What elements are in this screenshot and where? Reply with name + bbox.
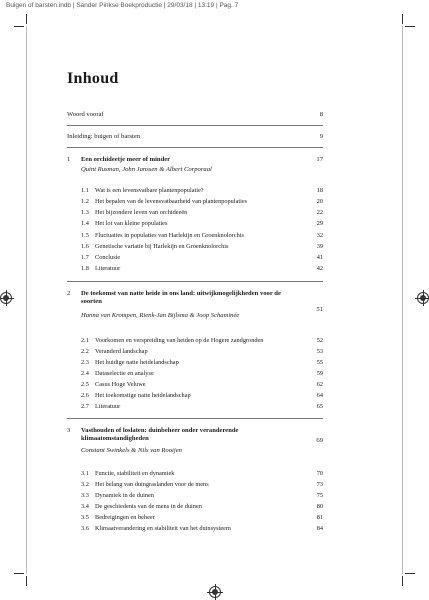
- section-title: Klimaatverandering en stabiliteit van het duinsysteem: [95, 525, 231, 532]
- section-page: 20: [316, 198, 323, 205]
- section-page: 62: [316, 381, 323, 388]
- section-page: 52: [316, 337, 323, 344]
- section-number: 2.4: [81, 370, 89, 377]
- section-title: Het huidige natte heidelandschap: [95, 359, 179, 366]
- crop-mark-top-left: [26, 14, 27, 24]
- chapter-title: Een orchideetje meer of minder: [81, 156, 171, 163]
- divider: [67, 418, 323, 419]
- crop-mark-bottom-left: [26, 576, 27, 586]
- divider: [67, 281, 323, 282]
- section-page: 42: [316, 265, 323, 272]
- section-number: 3.1: [81, 470, 89, 477]
- section-page: 39: [316, 243, 323, 250]
- section-number: 2.7: [81, 403, 89, 410]
- registration-mark-left: [0, 292, 12, 304]
- section-title: Veranderd landschap: [95, 348, 148, 355]
- section-number: 3.2: [81, 481, 89, 488]
- section-page: 59: [316, 370, 323, 377]
- divider: [67, 147, 323, 148]
- section-title: Dynamiek in de duinen: [95, 492, 154, 499]
- section-number: 3.5: [81, 514, 89, 521]
- section-title: Fluctuaties in populaties van Harlekijn en Groenknolorchis: [95, 232, 244, 239]
- section-title: De geschiedenis van de mens in de duinen: [95, 503, 202, 510]
- chapter-authors: Quint Rusman, John Janssen & Albert Corporaal: [81, 166, 212, 173]
- toc-entry-page: 9: [319, 133, 323, 140]
- page-title: Inhoud: [67, 70, 119, 87]
- section-title: Het belang van duingraslanden voor de mens: [95, 481, 209, 488]
- section-title: Casus Hoge Veluwe: [95, 381, 146, 388]
- section-number: 2.2: [81, 348, 89, 355]
- section-page: 64: [316, 392, 323, 399]
- section-page: 73: [316, 481, 323, 488]
- section-number: 1.3: [81, 209, 89, 216]
- crop-mark-bottom-left-h: [14, 573, 24, 574]
- chapter-number: 1: [67, 156, 71, 163]
- section-page: 55: [316, 359, 323, 366]
- section-number: 2.6: [81, 392, 89, 399]
- divider: [67, 125, 323, 126]
- section-title: Functie, stabiliteit en dynamiek: [95, 470, 175, 477]
- section-number: 1.1: [81, 187, 89, 194]
- section-title: Dataselectie en analyse: [95, 370, 154, 377]
- section-page: 29: [316, 220, 323, 227]
- section-number: 1.2: [81, 198, 89, 205]
- section-page: 18: [316, 187, 323, 194]
- section-page: 53: [316, 348, 323, 355]
- section-number: 1.5: [81, 232, 89, 239]
- section-title: Literatuur: [95, 265, 121, 272]
- section-title: Het bepalen van de levensvatbaarheid van plantenpopulaties: [95, 198, 248, 205]
- toc-entry-label: Woord vooraf: [67, 111, 104, 118]
- section-number: 2.3: [81, 359, 89, 366]
- printer-slug: Buigen of barsten.indb | Sander Pinkse Boekproductie | 29/03/18 | 13:19 | Pag. 7: [6, 2, 239, 9]
- section-title: Voorkomen en verspreiding van heiden op de Hogere zandgronden: [95, 337, 264, 344]
- section-number: 3.3: [81, 492, 89, 499]
- section-number: 2.5: [81, 381, 89, 388]
- registration-mark-bottom: [209, 586, 221, 598]
- section-number: 1.6: [81, 243, 89, 250]
- section-title: Genetische variatie bij Harlekijn en Groenknolorchis: [95, 243, 229, 250]
- section-number: 2.1: [81, 337, 89, 344]
- section-number: 1.8: [81, 265, 89, 272]
- toc-entry-label: Inleiding: buigen of barsten: [67, 133, 141, 140]
- section-title: Het bijzondere leven van orchideeën: [95, 209, 188, 216]
- chapter-page: 17: [316, 156, 323, 163]
- section-number: 3.4: [81, 503, 89, 510]
- crop-mark-top-right: [402, 14, 403, 24]
- section-title: Bedreigingen en beheer: [95, 514, 155, 521]
- section-page: 41: [316, 254, 323, 261]
- section-page: 84: [316, 525, 323, 532]
- section-page: 65: [316, 403, 323, 410]
- trim-line-left: [26, 26, 27, 574]
- chapter-title: De toekomst van natte heide in ons land: uitwijkmogelijkheden voor de soorten: [81, 290, 281, 305]
- section-title: Wat is een levensvatbare plantenpopulatie?: [95, 187, 204, 194]
- crop-mark-top-right-h: [405, 26, 415, 27]
- section-number: 3.6: [81, 525, 89, 532]
- section-page: 70: [316, 470, 323, 477]
- toc-entry-page: 8: [319, 111, 323, 118]
- crop-mark-top-left-h: [14, 26, 24, 27]
- section-page: 22: [316, 209, 323, 216]
- crop-mark-bottom-right-h: [405, 573, 415, 574]
- chapter-authors: Constant Swinkels & Nils van Rooijen: [81, 447, 182, 454]
- section-number: 1.4: [81, 220, 89, 227]
- section-page: 75: [316, 492, 323, 499]
- chapter-page: 51: [316, 306, 323, 313]
- section-title: Het lot van kleine populaties: [95, 220, 168, 227]
- section-title: Literatuur: [95, 403, 121, 410]
- section-number: 1.7: [81, 254, 89, 261]
- section-page: 80: [316, 503, 323, 510]
- crop-mark-bottom-right: [402, 576, 403, 586]
- chapter-number: 2: [67, 290, 71, 297]
- registration-mark-right: [417, 292, 429, 304]
- section-page: 81: [316, 514, 323, 521]
- chapter-authors: Hanna van Krompen, Rienk-Jan Bijlsma & Joop Schaminée: [81, 312, 240, 319]
- section-title: Conclusie: [95, 254, 121, 261]
- chapter-title: Vasthouden of loslaten: duinbeheer onder veranderende klimaatomstandigheden: [81, 427, 239, 442]
- chapter-page: 69: [316, 437, 323, 444]
- chapter-number: 3: [67, 427, 71, 434]
- section-title: Het toekomstige natte heidelandschap: [95, 392, 191, 399]
- trim-line-right: [402, 26, 403, 574]
- section-page: 32: [316, 232, 323, 239]
